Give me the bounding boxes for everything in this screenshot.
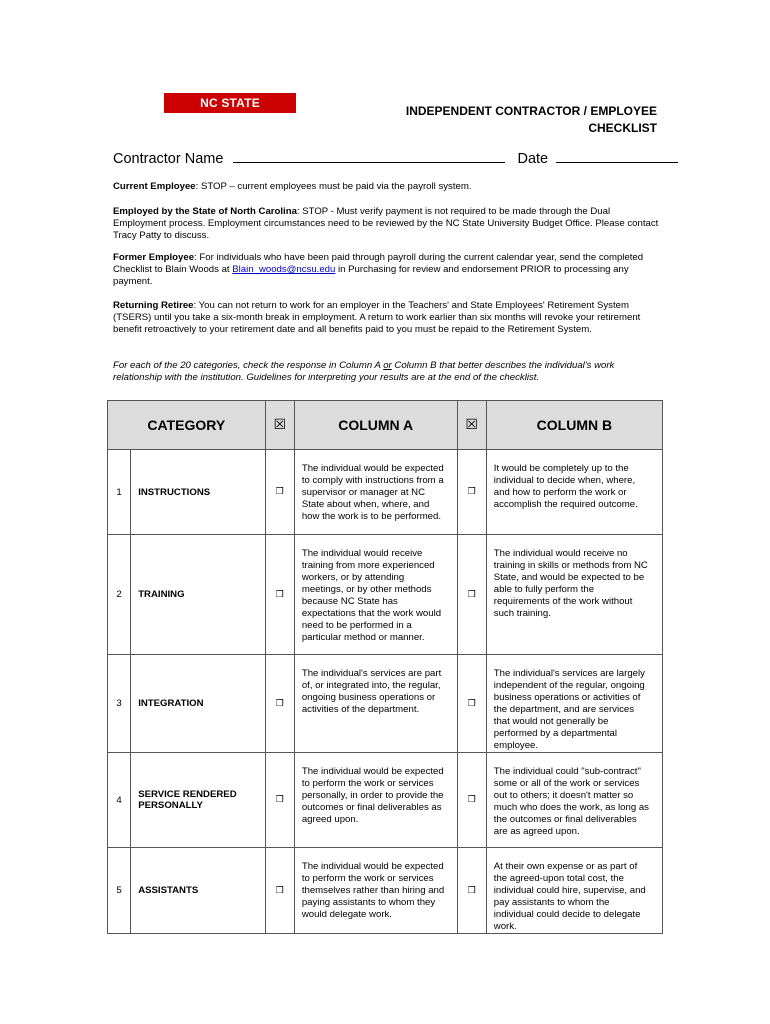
column-a-text: The individual would be expected to perform the work or services personally, in order to provide the outcomes or final deliverables as agreed upon. — [301, 766, 444, 825]
contractor-line — [113, 148, 678, 167]
date-label: Date — [517, 151, 549, 167]
instructions-or: or — [383, 360, 392, 371]
returning-retiree-label: Returning Retiree — [113, 300, 194, 311]
title-line-1: INDEPENDENT CONTRACTOR / EMPLOYEE — [405, 104, 657, 118]
column-b-checkbox[interactable]: ❒ — [457, 655, 486, 753]
column-a-cell — [294, 535, 457, 655]
row-category: ASSISTANTS — [131, 848, 265, 934]
former-employee-paragraph — [113, 252, 661, 289]
table-row — [108, 753, 663, 848]
row-number: 4 — [108, 753, 131, 848]
column-a-checkbox[interactable]: ❒ — [265, 535, 294, 655]
date-field[interactable] — [556, 148, 678, 163]
column-a-text: The individual's services are part of, or integrated into, the regular, ongoing business operations or activities of the department. — [301, 668, 442, 715]
nc-state-logo: NC STATE UNIVERSITY — [164, 93, 296, 113]
column-a-cell — [294, 450, 457, 535]
column-b-checkbox[interactable]: ❒ — [457, 848, 486, 934]
table-row — [108, 848, 663, 934]
instructions-paragraph — [113, 360, 661, 384]
returning-retiree-paragraph — [113, 300, 661, 337]
column-a-header: COLUMN A — [294, 401, 457, 450]
current-employee-label: Current Employee — [113, 181, 196, 192]
state-employed-paragraph — [113, 206, 661, 243]
column-a-checkbox[interactable]: ❒ — [265, 848, 294, 934]
column-b-text: The individual would receive no training in skills or methods from NC State, and would be expected to be able to fully perform the requirements of the work without such training. — [493, 548, 648, 619]
row-category: INSTRUCTIONS — [131, 450, 265, 535]
document-title — [317, 103, 657, 137]
column-b-cell — [486, 753, 662, 848]
contractor-name-label: Contractor Name — [113, 151, 224, 167]
column-a-checkbox[interactable]: ❒ — [265, 753, 294, 848]
column-b-text: The individual could "sub-contract" some or all of the work or services out to others; it doesn't matter so much who does the work, as long as the outcomes or final deliverables are as agreed upon. — [493, 766, 649, 837]
column-a-cell — [294, 655, 457, 753]
former-employee-text-after: in Purchasing for review and endorsement PRIOR to processing any payment. — [113, 264, 629, 288]
row-category: INTEGRATION — [131, 655, 265, 753]
email-link[interactable]: Blain_woods@ncsu.edu — [232, 264, 336, 276]
column-b-cell — [486, 535, 662, 655]
state-employed-text: : STOP - Must verify payment is not required to be made through the Dual Employment process. Employment circumstances need to be reviewed by the NC State University Budget Office. Please contact Tracy Patty to discuss. — [113, 206, 659, 242]
former-employee-text: : For individuals who have been paid through payroll during the current calendar year, send the completed Checklist to Blain Woods at — [113, 252, 644, 276]
current-employee-text: : STOP – current employees must be paid via the payroll system. — [195, 181, 472, 192]
state-employed-label: Employed by the State of North Carolina — [113, 206, 297, 217]
column-b-header: COLUMN B — [486, 401, 662, 450]
row-category: SERVICE RENDERED PERSONALLY — [131, 753, 265, 848]
column-b-cell — [486, 450, 662, 535]
former-employee-label: Former Employee — [113, 252, 195, 263]
row-number: 2 — [108, 535, 131, 655]
column-a-text: The individual would be expected to comply with instructions from a supervisor or manager at NC State about when, where, and how the work is to be performed. — [301, 463, 444, 522]
instructions-text-before: For each of the 20 categories, check the response in Column A — [113, 360, 384, 371]
instructions-text-after: Column B that better describes the individual's work relationship with the institution. Guidelines for interpreting your results are at the end of the checklist. — [113, 360, 615, 384]
returning-retiree-text: : You can not return to work for an employer in the Teachers' and State Employees' Retirement System (TSERS) until you take a six-month break in employment. A return to work earlier than six months will revoke your retirement benefit retroactively to your retirement date and all benefits paid to you must be repaid to the Retirement System. — [113, 300, 641, 336]
row-number: 5 — [108, 848, 131, 934]
current-employee-paragraph — [113, 181, 661, 193]
column-b-cell — [486, 655, 662, 753]
column-b-text: It would be completely up to the individual to decide when, where, and how to perform the work or accomplish the required outcome. — [493, 463, 638, 510]
title-line-2: CHECKLIST — [588, 121, 657, 135]
column-b-checkbox[interactable]: ❒ — [457, 753, 486, 848]
contractor-name-field[interactable] — [233, 148, 505, 163]
column-a-cell — [294, 753, 457, 848]
column-b-cell — [486, 848, 662, 934]
row-number: 1 — [108, 450, 131, 535]
row-category: TRAINING — [131, 535, 265, 655]
column-b-box-header: ☒ — [457, 401, 486, 450]
column-a-cell — [294, 848, 457, 934]
column-b-text: At their own expense or as part of the agreed-upon total cost, the individual could hire, supervise, and pay assistants to whom the individual could decide to delegate work. — [493, 861, 646, 932]
category-header: CATEGORY — [108, 401, 266, 450]
column-a-text: The individual would receive training from more experienced workers, or by attending meetings, or by other methods because NC State has expectations that the work would need to be performed in a particular method or manner. — [301, 548, 442, 643]
table-row — [108, 450, 663, 535]
column-a-checkbox[interactable]: ❒ — [265, 655, 294, 753]
column-b-checkbox[interactable]: ❒ — [457, 535, 486, 655]
column-b-checkbox[interactable]: ❒ — [457, 450, 486, 535]
checklist-table — [107, 400, 663, 934]
column-a-box-header: ☒ — [265, 401, 294, 450]
table-row — [108, 535, 663, 655]
column-a-text: The individual would be expected to perform the work or services themselves rather than hiring and paying assistants to whom they would delegate work. — [301, 861, 445, 920]
table-row — [108, 655, 663, 753]
column-b-text: The individual's services are largely independent of the regular, ongoing business operations or activities of the department, and are services that would not generally be performed by a departmental employee. — [493, 668, 645, 751]
column-a-checkbox[interactable]: ❒ — [265, 450, 294, 535]
row-number: 3 — [108, 655, 131, 753]
table-header-row — [108, 401, 663, 450]
